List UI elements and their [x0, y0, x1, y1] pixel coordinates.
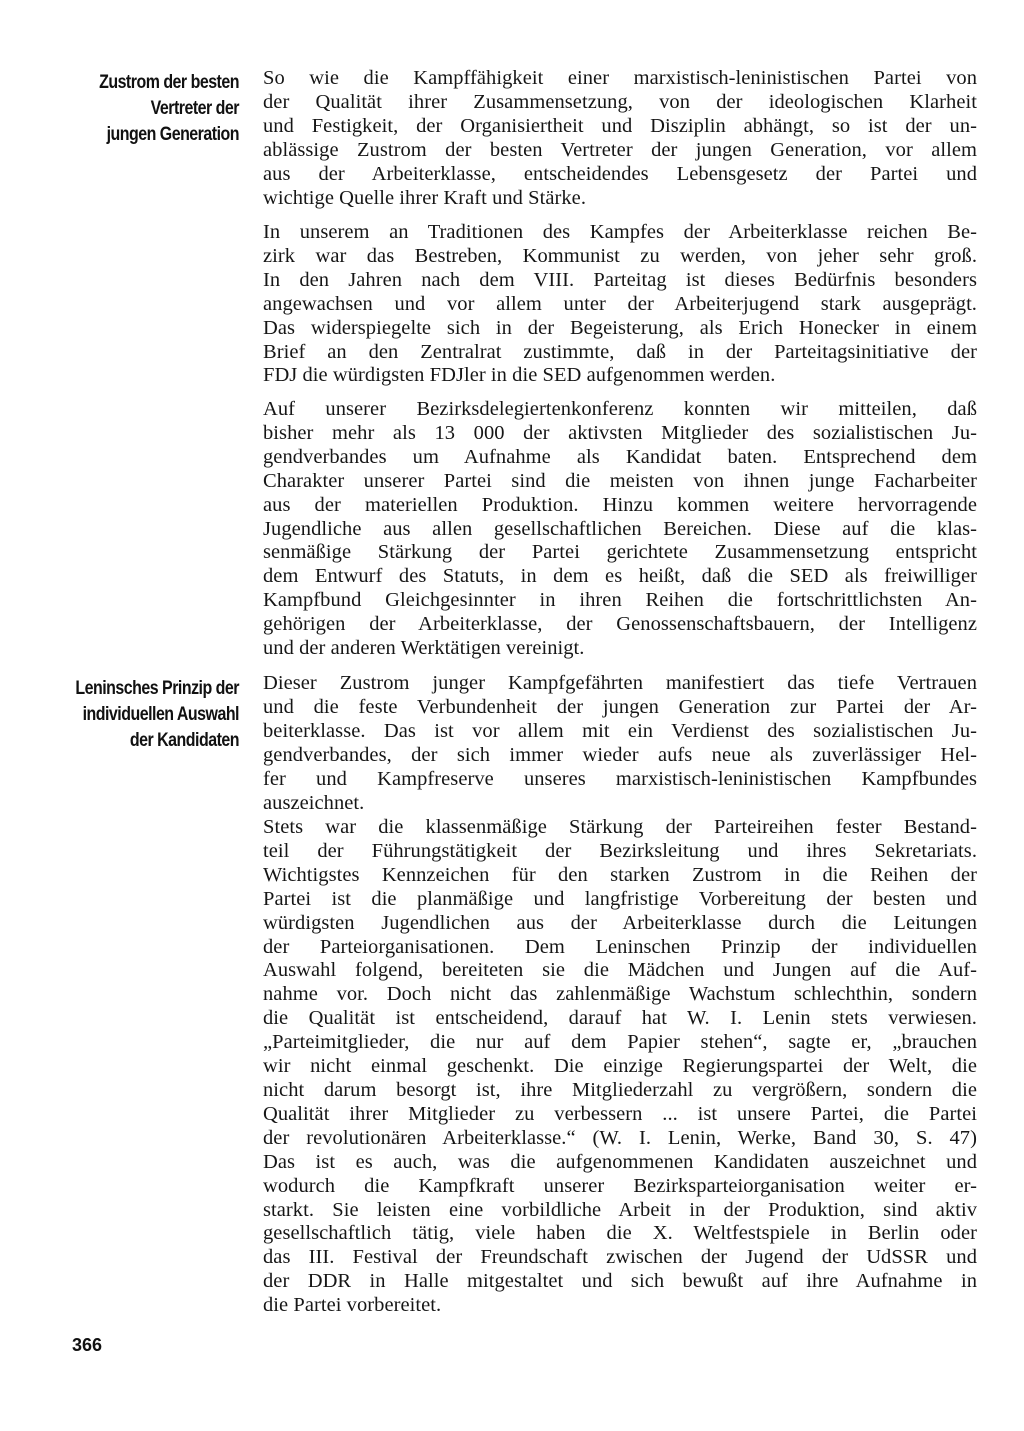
margin-heading-line: Zustrom der besten	[99, 72, 239, 93]
text-line: angewachsen und vor allem unter der Arbeiterjugend stark ausgeprägt.	[263, 292, 977, 315]
margin-heading-leninsches-prinzip	[71, 676, 239, 754]
text-line: und der anderen Werktätigen vereinigt.	[263, 637, 585, 660]
text-line: die Qualität ist entscheidend, darauf hat W. I. Lenin stets verwiesen.	[263, 1007, 977, 1030]
text-line: gesellschaftlich tätig, viele haben die X. Weltfestspiele in Berlin oder	[263, 1222, 977, 1245]
text-line: Auf unserer Bezirksdelegiertenkonferenz konnten wir mitteilen, daß	[263, 398, 977, 420]
text-line: und Festigkeit, der Organisiertheit und Disziplin abhängt, so ist der un-	[263, 114, 977, 137]
paragraph-2	[263, 221, 977, 388]
margin-heading-line: der Kandidaten	[129, 730, 239, 751]
text-line: das III. Festival der Freundschaft zwischen der Jugend der UdSSR und	[263, 1246, 977, 1269]
text-line: Stets war die klassenmäßige Stärkung der Parteireihen fester Bestand-	[263, 816, 977, 838]
text-line: gehörigen der Arbeiterklasse, der Genossenschaftsbauern, der Intelligenz	[263, 613, 977, 636]
text-line: Wichtigstes Kennzeichen für den starken Zustrom in die Reihen der	[263, 863, 977, 886]
text-line: der Qualität ihrer Zusammensetzung, von der ideologischen Klarheit	[263, 90, 977, 113]
text-line: dem Entwurf des Statuts, in dem es heißt, daß die SED als freiwilliger	[263, 565, 977, 588]
text-line: Auswahl folgend, bereiteten sie die Mädchen und Jungen auf die Auf-	[263, 959, 977, 982]
margin-heading-line: Leninsches Prinzip der	[75, 678, 239, 699]
text-line: gendverbandes, der sich immer wieder aufs neue als zuverlässiger Hel-	[263, 743, 977, 766]
text-line: fer und Kampfreserve unseres marxistisch-leninistischen Kampfbundes	[263, 767, 977, 790]
text-line: nahme vor. Doch nicht das zahlenmäßige Wachstum schlechthin, sondern	[263, 983, 977, 1006]
text-line: gendverbandes um Aufnahme als Kandidat baten. Entsprechend dem	[263, 445, 977, 468]
text-line: auszeichnet.	[263, 791, 365, 814]
text-line: Dieser Zustrom junger Kampfgefährten manifestiert das tiefe Vertrauen	[263, 672, 977, 694]
text-line: Charakter unserer Partei sind die meisten von ihnen junge Facharbeiter	[263, 469, 977, 492]
text-line: der Parteiorganisationen. Dem Leninschen Prinzip der individuellen	[263, 935, 977, 958]
text-line: In unserem an Traditionen des Kampfes der Arbeiterklasse reichen Be-	[263, 221, 977, 243]
text-line: Das ist es auch, was die aufgenommenen Kandidaten auszeichnet und	[263, 1150, 977, 1173]
paragraph-4	[263, 672, 977, 815]
paragraph-1	[263, 67, 977, 210]
margin-heading-line: individuellen Auswahl	[82, 704, 239, 725]
text-line: Das widerspiegelte sich in der Begeisterung, als Erich Honecker in einem	[263, 316, 977, 339]
text-line: die Partei vorbereitet.	[263, 1294, 442, 1317]
text-line: bisher mehr als 13 000 der aktivsten Mitglieder des sozialistischen Ju-	[263, 421, 977, 444]
text-line: „Parteimitglieder, die nur auf dem Papier stehen“, sagte er, „brauchen	[263, 1031, 977, 1054]
text-line: und die feste Verbundenheit der jungen Generation zur Partei der Ar-	[263, 695, 977, 718]
text-line: starkt. Sie leisten eine vorbildliche Arbeit in der Produktion, sind aktiv	[263, 1198, 977, 1221]
text-line: Brief an den Zentralrat zustimmte, daß in der Parteitagsinitiative der	[263, 340, 977, 363]
text-line: So wie die Kampffähigkeit einer marxistisch-leninistischen Partei von	[263, 67, 977, 89]
text-line: der revolutionären Arbeiterklasse.“ (W. I. Lenin, Werke, Band 30, S. 47)	[263, 1126, 977, 1149]
text-line: aus der materiellen Produktion. Hinzu kommen weitere hervorragende	[263, 493, 977, 516]
text-line: In den Jahren nach dem VIII. Parteitag ist dieses Bedürfnis besonders	[263, 268, 977, 291]
text-line: Kampfbund Gleichgesinnter in ihren Reihen die fortschrittlichsten An-	[263, 589, 977, 612]
text-line: nicht darum besorgt ist, ihre Mitgliederzahl zu vergrößern, sondern die	[263, 1078, 977, 1101]
text-line: ablässige Zustrom der besten Vertreter der jungen Generation, vor allem	[263, 138, 977, 161]
text-line: aus der Arbeiterklasse, entscheidendes Lebensgesetz der Partei und	[263, 162, 977, 185]
page-number: 366	[72, 1335, 103, 1355]
text-line: wichtige Quelle ihrer Kraft und Stärke.	[263, 186, 587, 209]
text-line: beiterklasse. Das ist vor allem mit ein Verdienst des sozialistischen Ju-	[263, 719, 977, 742]
text-line: zirk war das Bestreben, Kommunist zu werden, von jeher sehr groß.	[263, 244, 977, 267]
paragraph-3	[263, 398, 977, 661]
text-line: Partei ist die planmäßige und langfristige Vorbereitung der besten und	[263, 887, 977, 910]
text-line: teil der Führungstätigkeit der Bezirksleitung und ihres Sekretariats.	[263, 839, 977, 862]
text-line: Qualität ihrer Mitglieder zu verbessern ... ist unsere Partei, die Partei	[263, 1102, 977, 1125]
paragraph-5	[263, 816, 977, 1318]
text-line: wodurch die Kampfkraft unserer Bezirksparteiorganisation weiter er-	[263, 1174, 977, 1197]
text-line: würdigsten Jugendlichen aus der Arbeiterklasse durch die Leitungen	[263, 911, 977, 934]
text-line: FDJ die würdigsten FDJler in die SED aufgenommen werden.	[263, 364, 776, 387]
text-line: Jugendliche aus allen gesellschaftlichen Bereichen. Diese auf die klas-	[263, 517, 977, 540]
text-line: senmäßige Stärkung der Partei gerichtete Zusammensetzung entspricht	[263, 541, 977, 564]
text-line: der DDR in Halle mitgestaltet und sich bewußt auf ihre Aufnahme in	[263, 1270, 977, 1293]
margin-heading-zustrom	[71, 70, 239, 148]
margin-heading-line: jungen Generation	[106, 124, 239, 145]
text-line: wir nicht einmal geschenkt. Die einzige Regierungspartei der Welt, die	[263, 1055, 977, 1078]
margin-heading-line: Vertreter der	[150, 98, 239, 119]
